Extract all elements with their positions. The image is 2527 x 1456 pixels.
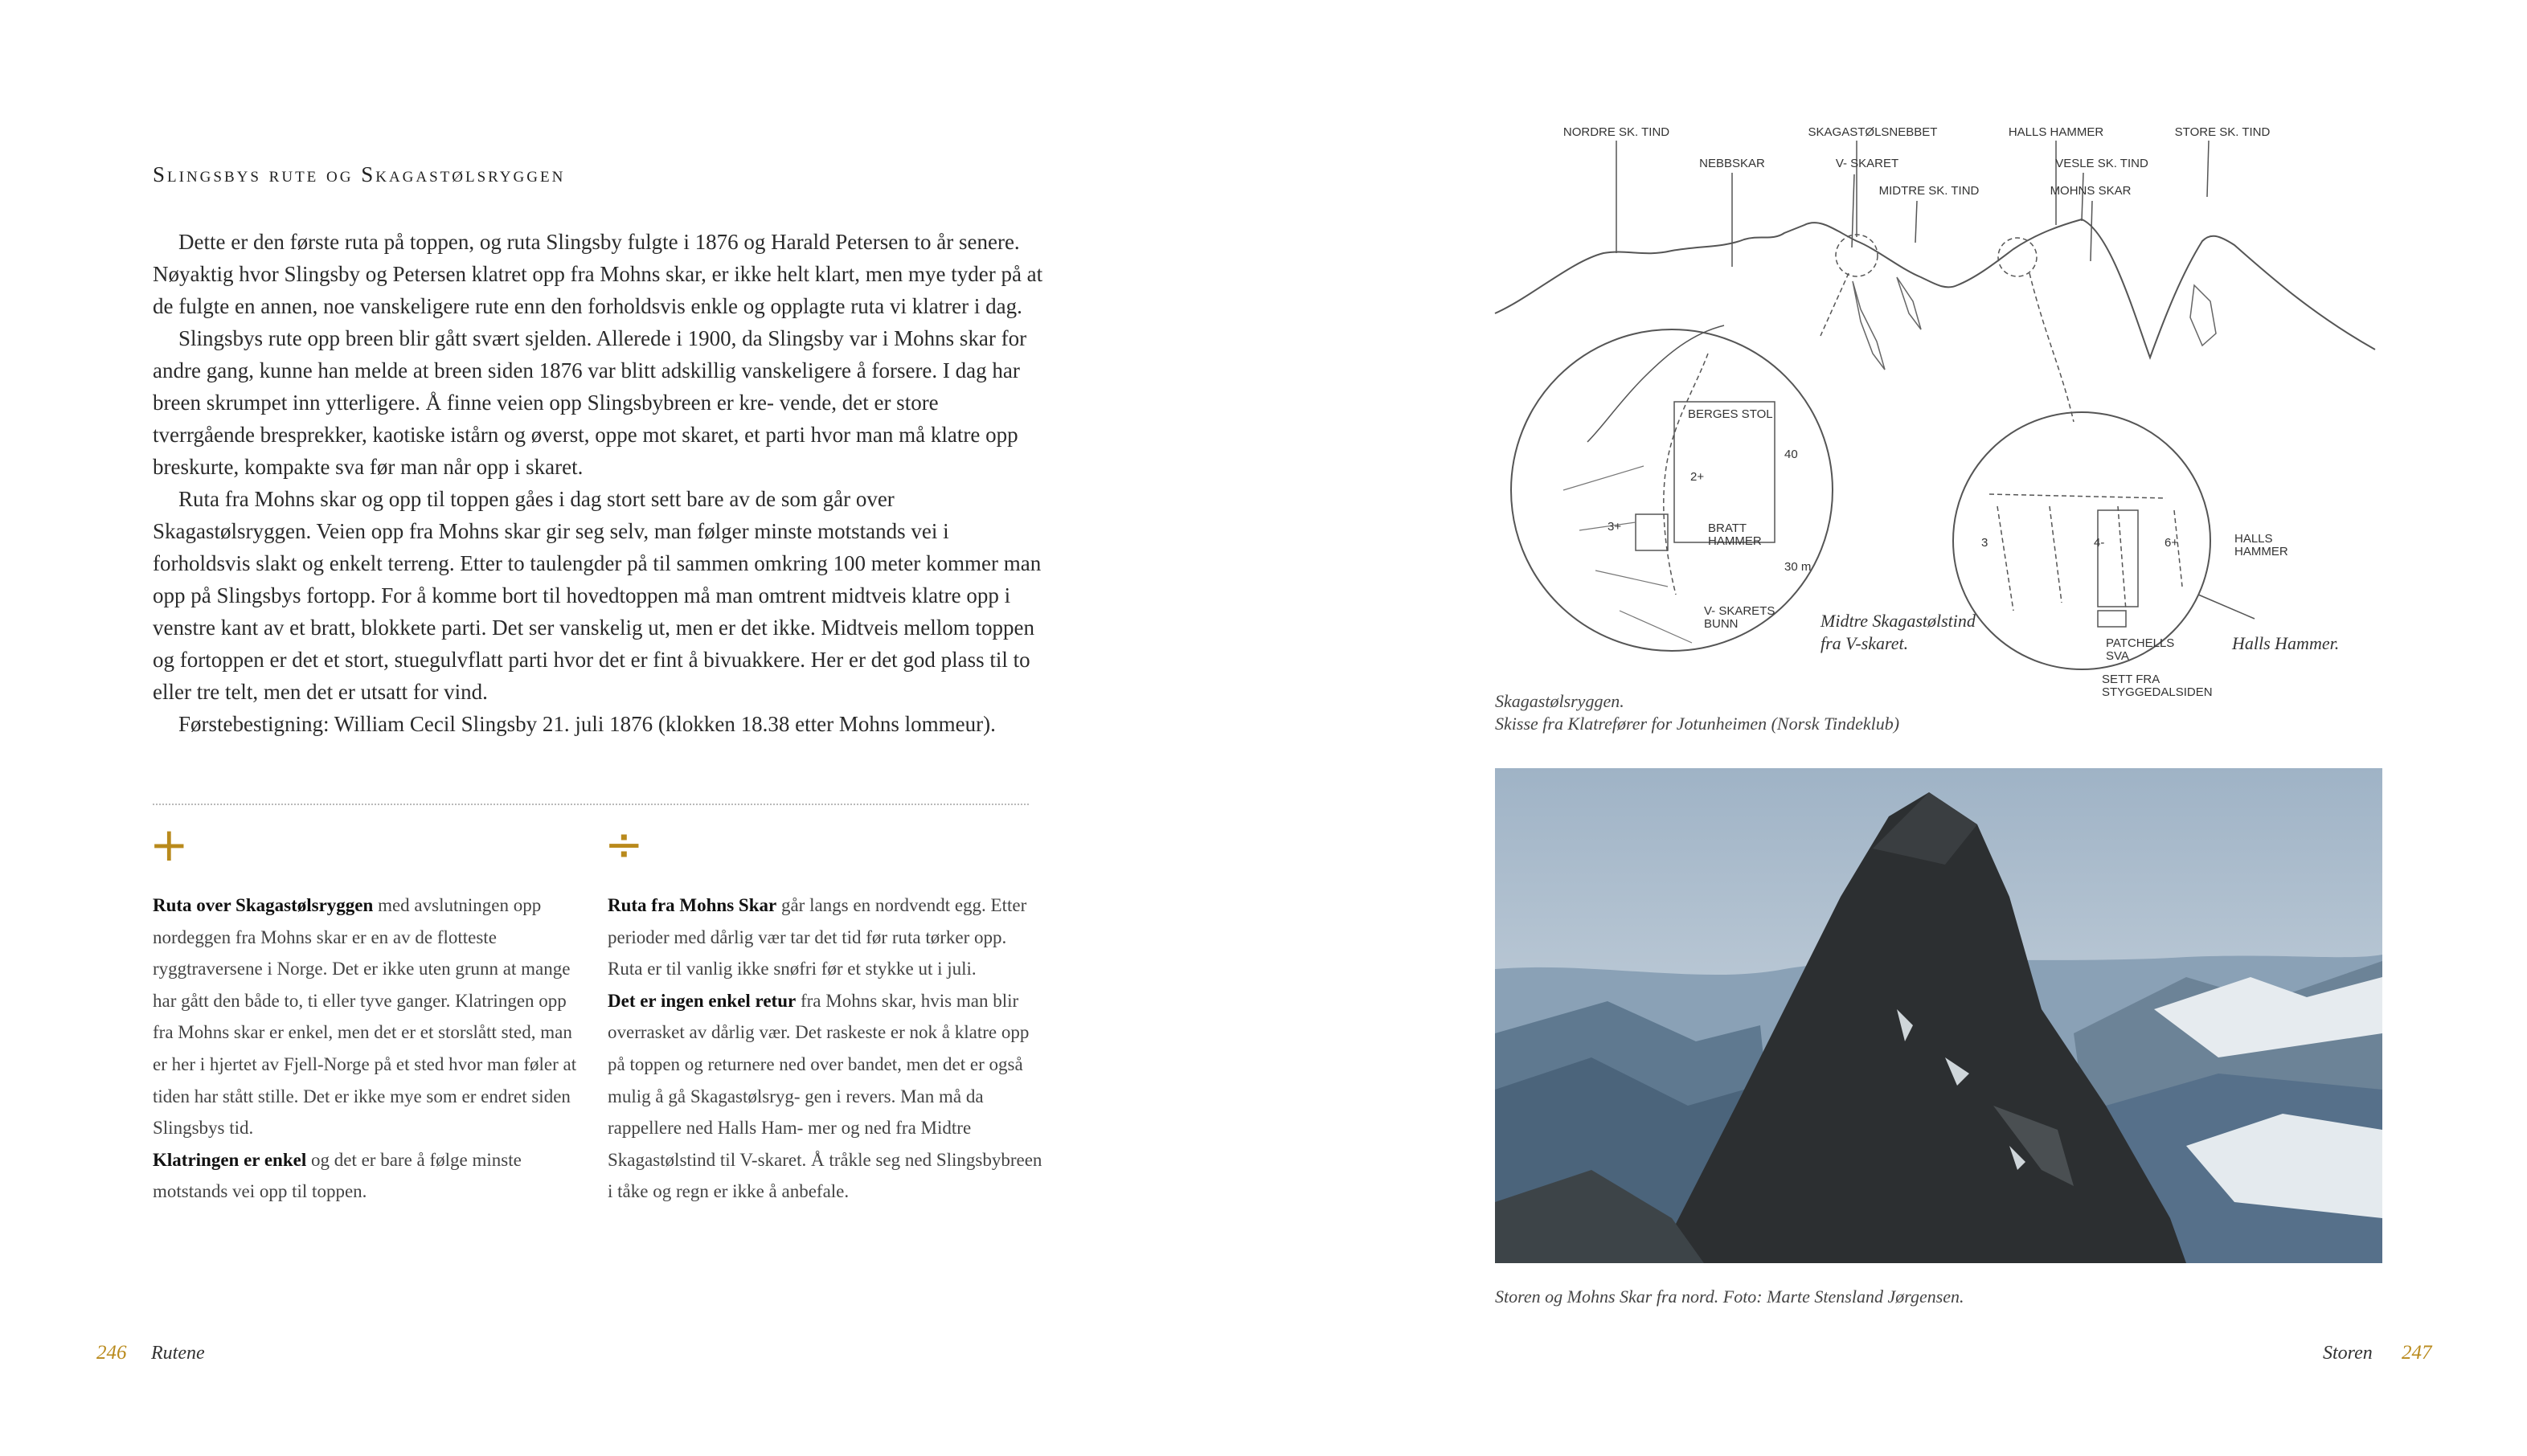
page-number-left: 246 <box>96 1342 127 1364</box>
photo-caption: Storen og Mohns Skar fra nord. Foto: Marte Stensland Jørgensen. <box>1495 1286 1964 1307</box>
label-berges: BERGES STOL <box>1688 407 1773 421</box>
intro-text <box>153 226 1045 740</box>
label-vskaret: V- SKARET <box>1835 157 1899 170</box>
label-nebbskar: NEBBSKAR <box>1699 157 1765 170</box>
pros-column <box>153 890 588 1208</box>
label-midtre-view-1: Midtre Skagastølstind <box>1821 611 1976 631</box>
cons-text: går langs en nordvendt egg. Etter perioder med dårlig vær tar det tid før ruta tørker opp. Ruta er til vanlig ikke snøfri før et stykke ut i juli. <box>608 895 1027 980</box>
label-midtre-view-2: fra V-skaret. <box>1821 633 1909 653</box>
label-bratt: BRATT <box>1708 521 1747 535</box>
page-number-right: 247 <box>2402 1342 2432 1364</box>
minus-icon: ÷ <box>604 817 644 872</box>
pros-text: og det er bare å følge minste motstands vei opp til toppen. <box>153 1149 522 1202</box>
pros-text: med avslutningen opp nordeggen fra Mohns skar er en av de flotteste ryggtraversene i Norge. Det er ikke uten grunn at mange har gått den både to, ti eller tyve ganger. Klatringen opp fra Mohns skar er enkel, men det er et storslått sted, man er her i hjertet av Fjell-Norge på et sted hvor man føler at tiden har stått stille. Det er ikke mye som er endret siden Slingsbys tid. <box>153 895 577 1139</box>
label-nordre: NORDRE SK. TIND <box>1562 125 1670 139</box>
label-halls: HALLS HAMMER <box>2008 125 2104 139</box>
label-grade-3: 3 <box>1981 536 1988 550</box>
label-vskarets: V- SKARETS <box>1704 604 1775 618</box>
label-nebbet: SKAGASTØLSNEBBET <box>1808 125 1938 139</box>
label-halls-detail: HALLS <box>2234 532 2273 546</box>
pros-paragraph <box>153 890 588 1144</box>
mountain-photo <box>1495 768 2382 1263</box>
sketch-caption-2: Skisse fra Klatrefører for Jotunheimen (Norsk Tindeklub) <box>1495 714 1900 734</box>
pros-lead: Ruta over Skagastølsryggen <box>153 895 374 915</box>
label-grade-3plus: 3+ <box>1608 520 1622 534</box>
label-vesle: VESLE SK. TIND <box>2055 157 2148 170</box>
running-footer-left: Rutene <box>151 1343 205 1364</box>
label-midtre: MIDTRE SK. TIND <box>1878 184 1980 198</box>
intro-paragraph: Førstebestigning: William Cecil Slingsby 21. juli 1876 (klokken 18.38 etter Mohns lommeur). <box>178 712 996 736</box>
cons-text: fra Mohns skar, hvis man blir overrasket av dårlig vær. Det raskeste er nok å klatre opp på toppen og returnere ned over bandet, men det er også mulig å gå Skagastølsryg- gen i revers. Man må da rappellere ned Halls Ham- mer og ned fra Midtre Skagastølstind til V-skaret. Å tråkle seg ned Slingsbybreen i tåke og regn er ikke å anbefale. <box>608 990 1042 1202</box>
sketch-caption-1: Skagastølsryggen. <box>1495 691 1624 711</box>
section-heading: Slingsbys rute og Skagastølsryggen <box>153 162 566 186</box>
intro-paragraph: Ruta fra Mohns skar og opp til toppen gåes i dag stort sett bare av de som går over Skagastølsryggen. Veien opp fra Mohns skar gir seg selv, man følger minste motstands vei i forholdsvis slakt og enkelt terreng. Etter to taulengder på til sammen omkring 100 meter kommer man opp på Slingsbys fortopp. For å komme bort til hovedtoppen må man omtrent midtveis klatre opp i venstre kant av et bratt, blokkete parti. Det ser vanskelig ut, men er det ikke. Midtveis mellom toppen og fortoppen er det et stort, stuegulvflatt parti hvor det er fint å bivuakkere. Her er det god plass til to eller tre telt, men det er utsatt for vind. <box>153 487 1042 704</box>
label-sva: SVA <box>2106 649 2129 663</box>
label-grade-6plus: 6+ <box>2165 536 2179 550</box>
cons-paragraph <box>608 985 1043 1208</box>
label-40: 40 <box>1784 448 1798 461</box>
running-footer-right: Storen <box>2323 1343 2373 1364</box>
plus-icon: + <box>149 817 189 872</box>
label-grade-2plus: 2+ <box>1690 470 1705 484</box>
label-halls-view: Halls Hammer. <box>2232 633 2340 653</box>
pros-lead: Klatringen er enkel <box>153 1149 307 1170</box>
cons-lead: Det er ingen enkel retur <box>608 990 797 1011</box>
label-sett-fra: SETT FRA <box>2102 673 2160 686</box>
route-sketch <box>1483 112 2391 715</box>
label-hammer: HAMMER <box>1708 534 1762 548</box>
label-hammer-detail: HAMMER <box>2234 545 2288 558</box>
intro-paragraph: Dette er den første ruta på toppen, og ruta Slingsby fulgte i 1876 og Harald Petersen to år senere. Nøyaktig hvor Slingsby og Petersen klatret opp fra Mohns skar, er ikke helt klart, men mye tyder på at de fulgte en annen, noe vanskeligere rute enn den forholdsvis enkle og opplagte ruta vi klatrer i dag. <box>153 230 1043 318</box>
label-styggedalsiden: STYGGEDALSIDEN <box>2102 685 2213 699</box>
intro-paragraph: Slingsbys rute opp breen blir gått svært sjelden. Allerede i 1900, da Slingsby var i Mohns skar for andre gang, kunne han melde at breen siden 1876 var blitt adskillig vanskeligere å forsere. I dag har breen skrumpet inn ytterligere. Å finne veien opp Slingsbybreen er kre- vende, det er store tverrgående bresprekker, kaotiske istårn og øverst, oppe mot skaret, et parti hvor man må klatre opp breskurte, kompakte sva før man når opp i skaret. <box>153 326 1027 479</box>
label-mohns: MOHNS SKAR <box>2050 184 2132 198</box>
cons-lead: Ruta fra Mohns Skar <box>608 895 777 915</box>
cons-column <box>608 890 1043 1208</box>
label-grade-4minus: 4- <box>2094 536 2105 550</box>
pros-paragraph <box>153 1144 588 1208</box>
dotted-divider <box>153 804 1029 805</box>
label-patchells: PATCHELLS <box>2106 636 2175 650</box>
label-bunn: BUNN <box>1704 617 1739 631</box>
label-store: STORE SK. TIND <box>2174 125 2271 139</box>
cons-paragraph <box>608 890 1043 985</box>
label-30m: 30 m <box>1784 560 1812 574</box>
